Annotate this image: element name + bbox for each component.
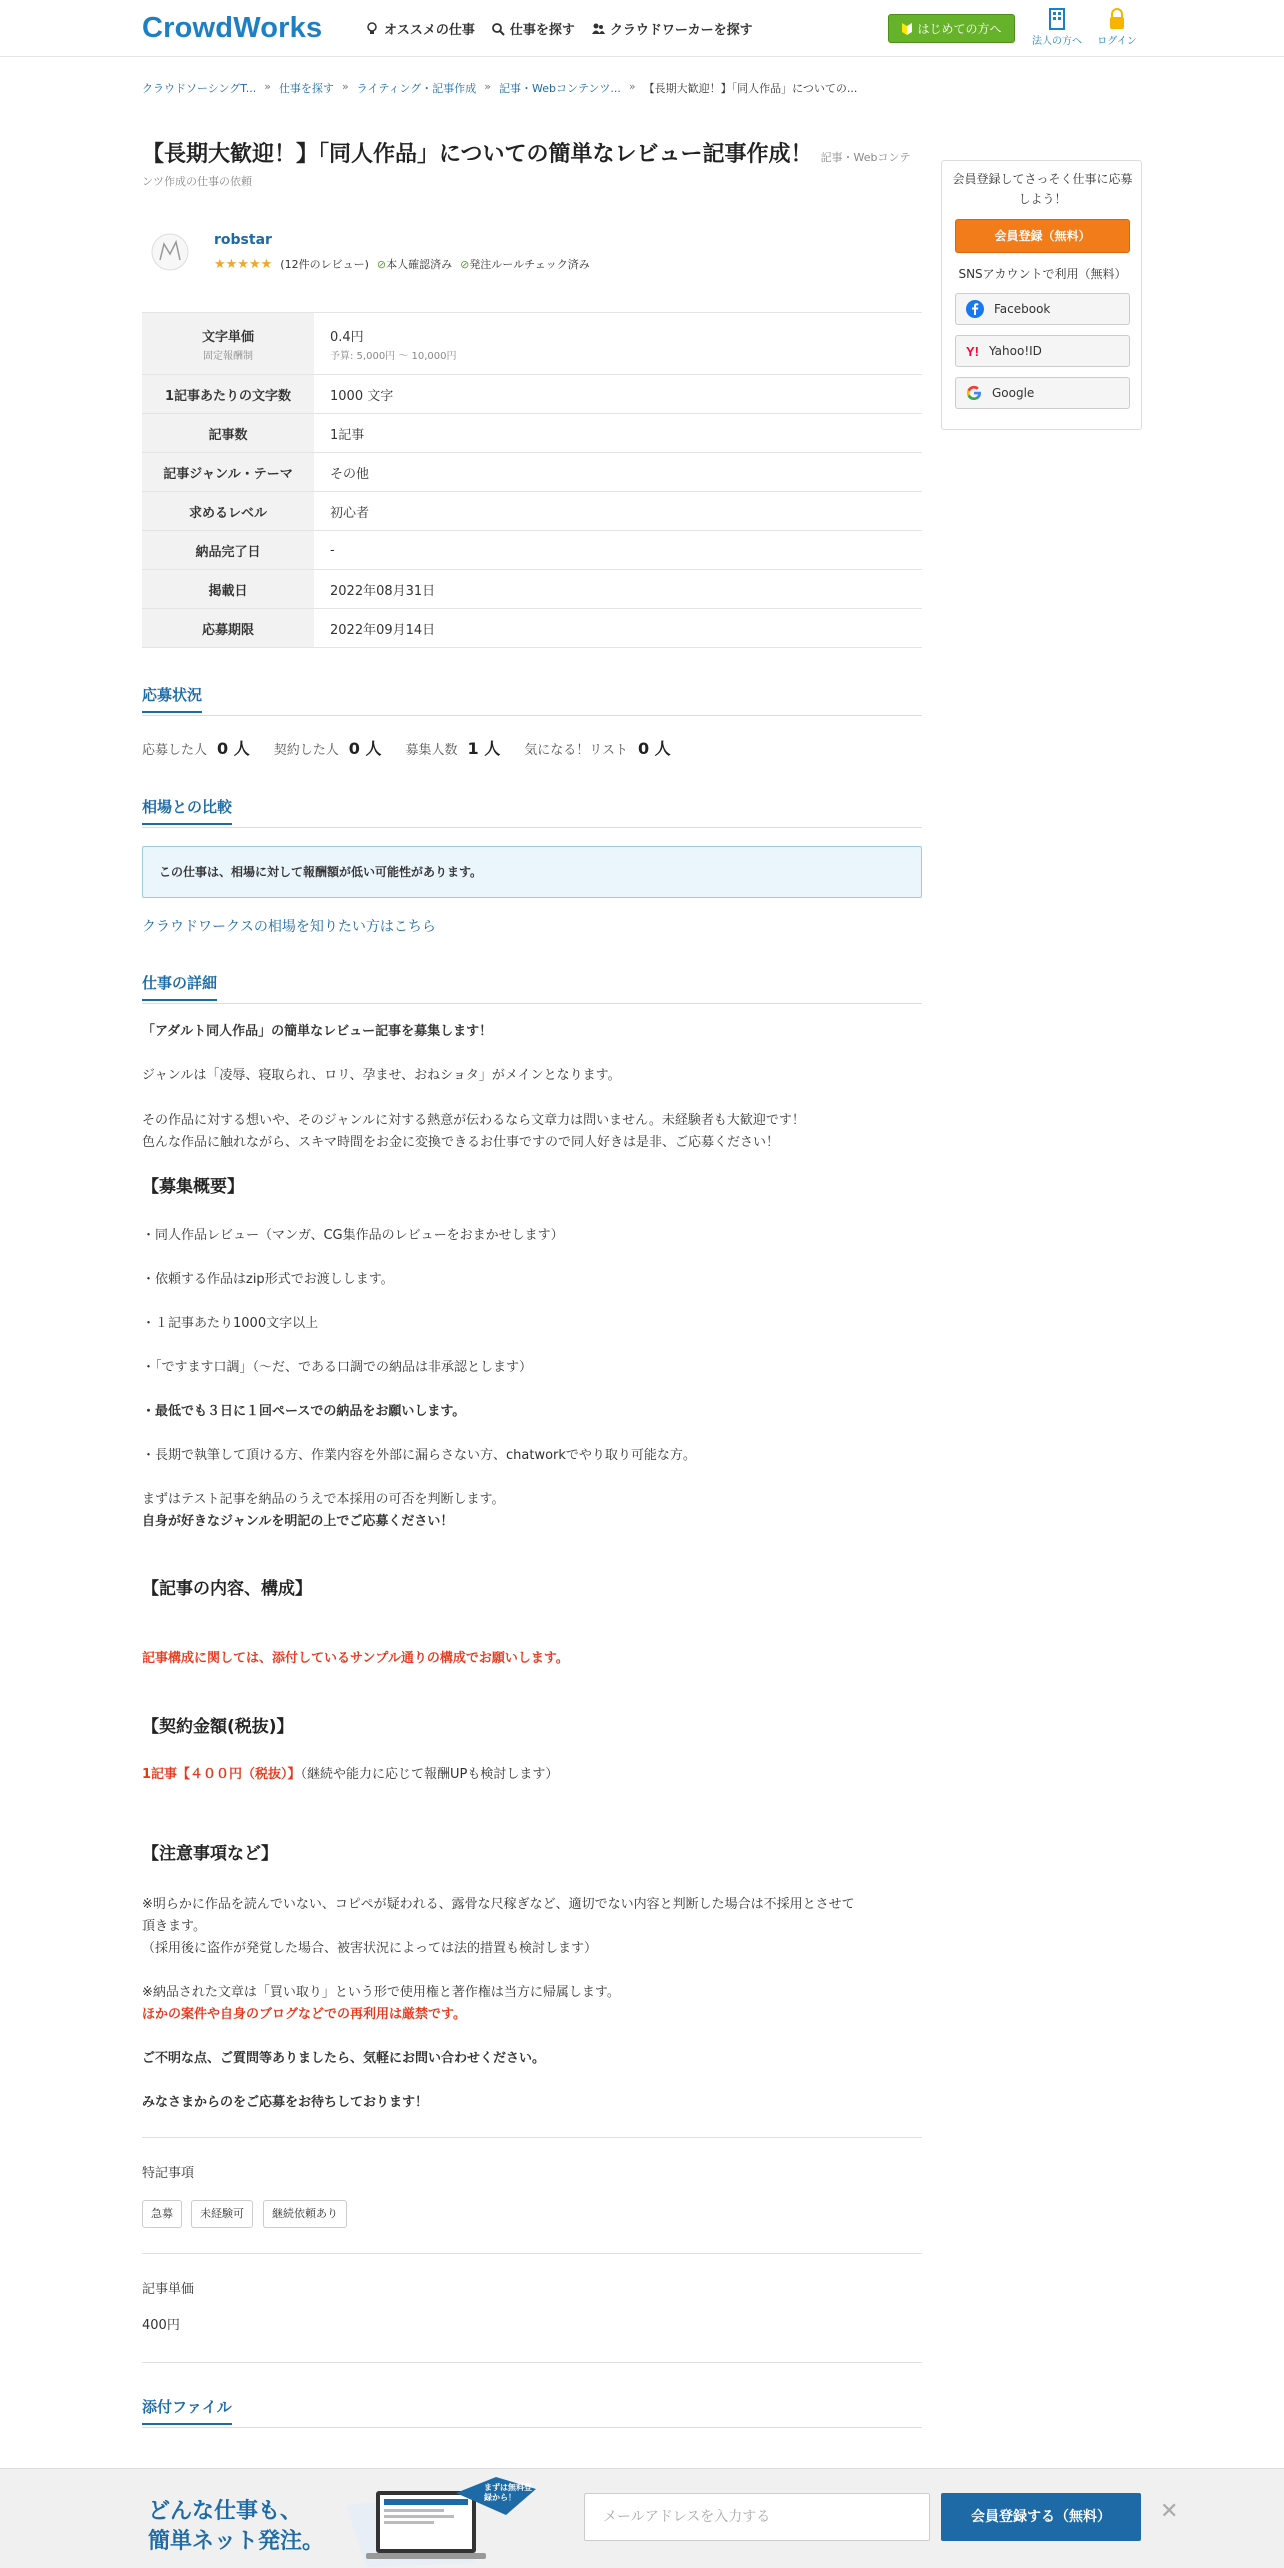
client-meta bbox=[214, 256, 590, 272]
table-value: 2022年09月14日 bbox=[314, 609, 922, 648]
breadcrumb-item[interactable]: ライティング・記事作成 bbox=[356, 82, 477, 95]
avatar[interactable] bbox=[150, 232, 190, 272]
corporate-label: 法人の方へ bbox=[1032, 36, 1082, 47]
table-value: その他 bbox=[314, 453, 922, 492]
table-row bbox=[142, 375, 922, 414]
job-category: 記事・Webコンテンツ作成の仕事の依頼 bbox=[142, 151, 911, 188]
avatar-image bbox=[150, 232, 190, 272]
beginner-guide-button[interactable] bbox=[888, 14, 1015, 43]
watchlist-count: 0 人 bbox=[637, 739, 671, 758]
section-title: 応募状況 bbox=[142, 684, 202, 713]
nav-find-workers[interactable] bbox=[591, 19, 753, 38]
detail-line: 「アダルト同人作品」の簡単なレビュー記事を募集します！ bbox=[142, 1024, 493, 1039]
contracted-label: 契約した人 bbox=[273, 743, 339, 758]
table-key: 掲載日 bbox=[142, 570, 314, 609]
table-row bbox=[142, 313, 922, 375]
building-icon bbox=[1048, 8, 1066, 30]
application-status bbox=[142, 736, 695, 759]
detail-line: ・最低でも３日に１回ペースでの納品をお願いします。 bbox=[142, 1404, 466, 1419]
crowdworks-logo[interactable]: CrowdWorks bbox=[142, 12, 323, 44]
client-name[interactable]: robstar bbox=[214, 232, 272, 248]
banner-headline bbox=[148, 2497, 324, 2557]
detail-line: 色んな作品に触れながら、スキマ時間をお金に変換できるお仕事ですので同人好きは是非、ご応募ください！ bbox=[142, 1135, 780, 1150]
signup-banner bbox=[0, 2468, 1284, 2568]
google-login-button[interactable] bbox=[955, 377, 1130, 409]
table-value: 1000 文字 bbox=[314, 375, 922, 414]
watchlist-label: 気になる！リスト bbox=[524, 743, 628, 758]
table-key: 記事ジャンル・テーマ bbox=[142, 453, 314, 492]
table-key: 文字単価 固定報酬制 bbox=[142, 313, 314, 375]
detail-heading: 【契約金額(税抜)】 bbox=[142, 1717, 294, 1737]
breadcrumb-separator: » bbox=[264, 80, 271, 93]
detail-line: ・１記事あたり1000文字以上 bbox=[142, 1316, 319, 1331]
yahoo-label: Yahoo!ID bbox=[989, 344, 1042, 358]
detail-line-emphasis: ほかの案件や自身のブログなどでの再利用は厳禁です。 bbox=[142, 2007, 466, 2022]
laptop-illustration bbox=[336, 2475, 546, 2567]
facebook-label: Facebook bbox=[994, 302, 1051, 316]
table-value: - bbox=[314, 531, 922, 570]
detail-line: ・同人作品レビュー（マンガ、CG集作品のレビューをおまかせします） bbox=[142, 1228, 564, 1243]
breadcrumb bbox=[142, 80, 857, 96]
facebook-icon bbox=[966, 300, 984, 318]
detail-line: ※納品された文章は「買い取り」という形で使用権と著作権は当方に帰属します。 bbox=[142, 1985, 620, 2000]
section-title: 添付ファイル bbox=[142, 2396, 232, 2425]
table-row bbox=[142, 570, 922, 609]
sns-label: SNSアカウントで利用（無料） bbox=[958, 267, 1127, 281]
divider bbox=[142, 2137, 922, 2138]
signup-sidebar bbox=[941, 160, 1142, 430]
login-label: ログイン bbox=[1097, 36, 1137, 47]
table-row bbox=[142, 531, 922, 570]
table-key: 応募期限 bbox=[142, 609, 314, 648]
detail-heading: 【記事の内容、構成】 bbox=[142, 1579, 312, 1599]
detail-line: みなさまからのをご応募をお待ちしております！ bbox=[142, 2095, 429, 2110]
nav-recommended[interactable] bbox=[365, 19, 475, 38]
yahoo-icon: Y! bbox=[966, 343, 979, 359]
main-nav bbox=[365, 19, 769, 38]
yahoo-login-button[interactable] bbox=[955, 335, 1130, 367]
detail-line bbox=[142, 1764, 922, 1786]
rule-check-verified bbox=[460, 256, 590, 272]
breadcrumb-separator: » bbox=[628, 80, 636, 93]
detail-heading: 【注意事項など】 bbox=[142, 1844, 278, 1864]
detail-line: 頂きます。 bbox=[142, 1919, 206, 1934]
market-notice: この仕事は、相場に対して報酬額が低い可能性があります。 bbox=[142, 846, 922, 898]
nav-find-workers-label: クラウドワーカーを探す bbox=[609, 23, 753, 38]
table-row bbox=[142, 492, 922, 531]
nav-find-jobs-label: 仕事を探す bbox=[509, 23, 575, 38]
banner-line2: 簡単ネット発注。 bbox=[148, 2529, 325, 2554]
price-note: （継続や能力に応じて報酬UPも検討します） bbox=[300, 1767, 559, 1782]
detail-line: ・依頼する作品はzip形式でお渡しします。 bbox=[142, 1272, 394, 1287]
identity-verified-label: 本人確認済み bbox=[386, 258, 453, 271]
lightbulb-icon bbox=[365, 22, 379, 36]
divider bbox=[142, 2362, 922, 2363]
table-row bbox=[142, 414, 922, 453]
facebook-login-button[interactable] bbox=[955, 293, 1130, 325]
section-title: 仕事の詳細 bbox=[142, 972, 217, 1001]
tag-no-experience: 未経験可 bbox=[191, 2200, 253, 2228]
applied-count: 0 人 bbox=[217, 739, 250, 758]
section-title: 相場との比較 bbox=[142, 796, 232, 825]
divider bbox=[142, 2253, 922, 2254]
review-count[interactable]: (12件のレビュー) bbox=[280, 258, 369, 271]
table-key: 求めるレベル bbox=[142, 492, 314, 531]
register-button[interactable]: 会員登録（無料） bbox=[955, 219, 1130, 253]
rating-stars: ★★★★★ bbox=[214, 256, 273, 272]
search-icon bbox=[491, 22, 505, 36]
contracted-count: 0 人 bbox=[348, 739, 382, 758]
google-label: Google bbox=[992, 386, 1035, 400]
page-title: 【長期大歓迎！】「同人作品」についての簡単なレビュー記事作成！ bbox=[142, 142, 813, 167]
identity-verified bbox=[377, 256, 452, 272]
email-field[interactable]: メールアドレスを入力する bbox=[584, 2493, 930, 2541]
detail-line: 自身が好きなジャンルを明記の上でご応募ください！ bbox=[142, 1514, 454, 1529]
market-link[interactable]: クラウドワークスの相場を知りたい方はこちら bbox=[142, 919, 436, 935]
lock-icon bbox=[1108, 8, 1126, 30]
detail-line: まずはテスト記事を納品のうえで本採用の可否を判断します。 bbox=[142, 1492, 505, 1507]
table-value: 2022年08月31日 bbox=[314, 570, 922, 609]
breadcrumb-separator: » bbox=[484, 80, 491, 93]
applied-label: 応募した人 bbox=[142, 743, 208, 758]
recruit-label: 募集人数 bbox=[405, 743, 458, 758]
banner-promo: まずは無料登録から！ bbox=[484, 2483, 532, 2502]
rule-check-label: 発注ルールチェック済み bbox=[469, 258, 590, 271]
detail-line: ジャンルは「凌辱、寝取られ、ロリ、孕ませ、おねショタ」がメインとなります。 bbox=[142, 1068, 621, 1083]
job-title-block bbox=[142, 138, 912, 192]
section-attachments bbox=[142, 2396, 922, 2428]
beginner-mark-icon bbox=[901, 22, 913, 36]
table-key: 納品完了日 bbox=[142, 531, 314, 570]
special-notes-title: 特記事項 bbox=[142, 2166, 195, 2181]
table-row bbox=[142, 609, 922, 648]
check-icon: ⊘ bbox=[376, 258, 387, 271]
close-icon[interactable]: ✕ bbox=[1160, 2499, 1179, 2524]
table-value: 初心者 bbox=[314, 492, 922, 531]
sidebar-text: 会員登録してさっそく仕事に応募しよう！ bbox=[952, 172, 1133, 206]
detail-line: ・長期で執筆して頂ける方、作業内容を外部に漏らさない方、chatworkでやり取り可能な方。 bbox=[142, 1448, 696, 1463]
breadcrumb-item[interactable]: クラウドソーシングT... bbox=[142, 82, 257, 95]
breadcrumb-current: 【長期大歓迎！】「同人作品」についての... bbox=[643, 82, 858, 95]
table-row bbox=[142, 453, 922, 492]
nav-find-jobs[interactable] bbox=[491, 19, 575, 38]
corporate-link[interactable] bbox=[1032, 8, 1082, 47]
login-link[interactable] bbox=[1092, 8, 1142, 47]
table-value: 0.4円 予算: 5,000円 〜 10,000円 bbox=[314, 313, 922, 375]
table-key: 記事数 bbox=[142, 414, 314, 453]
google-icon bbox=[966, 385, 982, 401]
section-market-comparison bbox=[142, 796, 922, 828]
site-header bbox=[0, 0, 1284, 57]
banner-line1: どんな仕事も、 bbox=[148, 2499, 303, 2524]
breadcrumb-separator: » bbox=[341, 80, 349, 93]
beginner-guide-label: はじめての方へ bbox=[917, 22, 1002, 36]
tag-continuous: 継続依頼あり bbox=[263, 2200, 347, 2228]
price-emphasis: 1記事【４００円（税抜）】 bbox=[142, 1767, 301, 1782]
section-job-details bbox=[142, 972, 922, 1004]
section-application-status bbox=[142, 684, 922, 716]
check-icon: ⊘ bbox=[460, 258, 470, 271]
detail-line: その作品に対する想いや、そのジャンルに対する熱意が伝わるなら文章力は問いません。未経験者も大歓迎です！ bbox=[142, 1113, 805, 1128]
unit-price-title: 記事単価 bbox=[142, 2282, 195, 2297]
recruit-count: 1 人 bbox=[467, 739, 501, 758]
detail-line: ・「ですます口調」（～だ、である口調での納品は非承認とします） bbox=[142, 1360, 533, 1375]
detail-line-emphasis: 記事構成に関しては、添付しているサンプル通りの構成でお願いします。 bbox=[142, 1651, 569, 1666]
breadcrumb-item[interactable]: 仕事を探す bbox=[278, 82, 334, 95]
unit-price-value: 400円 bbox=[142, 2318, 180, 2333]
tag-urgent: 急募 bbox=[142, 2200, 182, 2228]
detail-line: （採用後に盗作が発覚した場合、被害状況によっては法的措置も検討します） bbox=[142, 1941, 598, 1956]
nav-recommended-label: オススメの仕事 bbox=[384, 23, 475, 38]
breadcrumb-item[interactable]: 記事・Webコンテンツ... bbox=[498, 82, 621, 95]
users-icon bbox=[591, 22, 605, 36]
detail-heading: 【募集概要】 bbox=[142, 1177, 244, 1197]
detail-line: ご不明な点、ご質問等ありましたら、気軽にお問い合わせください。 bbox=[142, 2051, 546, 2066]
job-info-table bbox=[142, 312, 922, 648]
table-value: 1記事 bbox=[314, 414, 922, 453]
table-key: 1記事あたりの文字数 bbox=[142, 375, 314, 414]
detail-line: ※明らかに作品を読んでいない、コピペが疑われる、露骨な尺稼ぎなど、適切でない内容と判断した場合は不採用とさせて bbox=[142, 1897, 855, 1912]
banner-register-button[interactable]: 会員登録する（無料） bbox=[941, 2493, 1141, 2541]
